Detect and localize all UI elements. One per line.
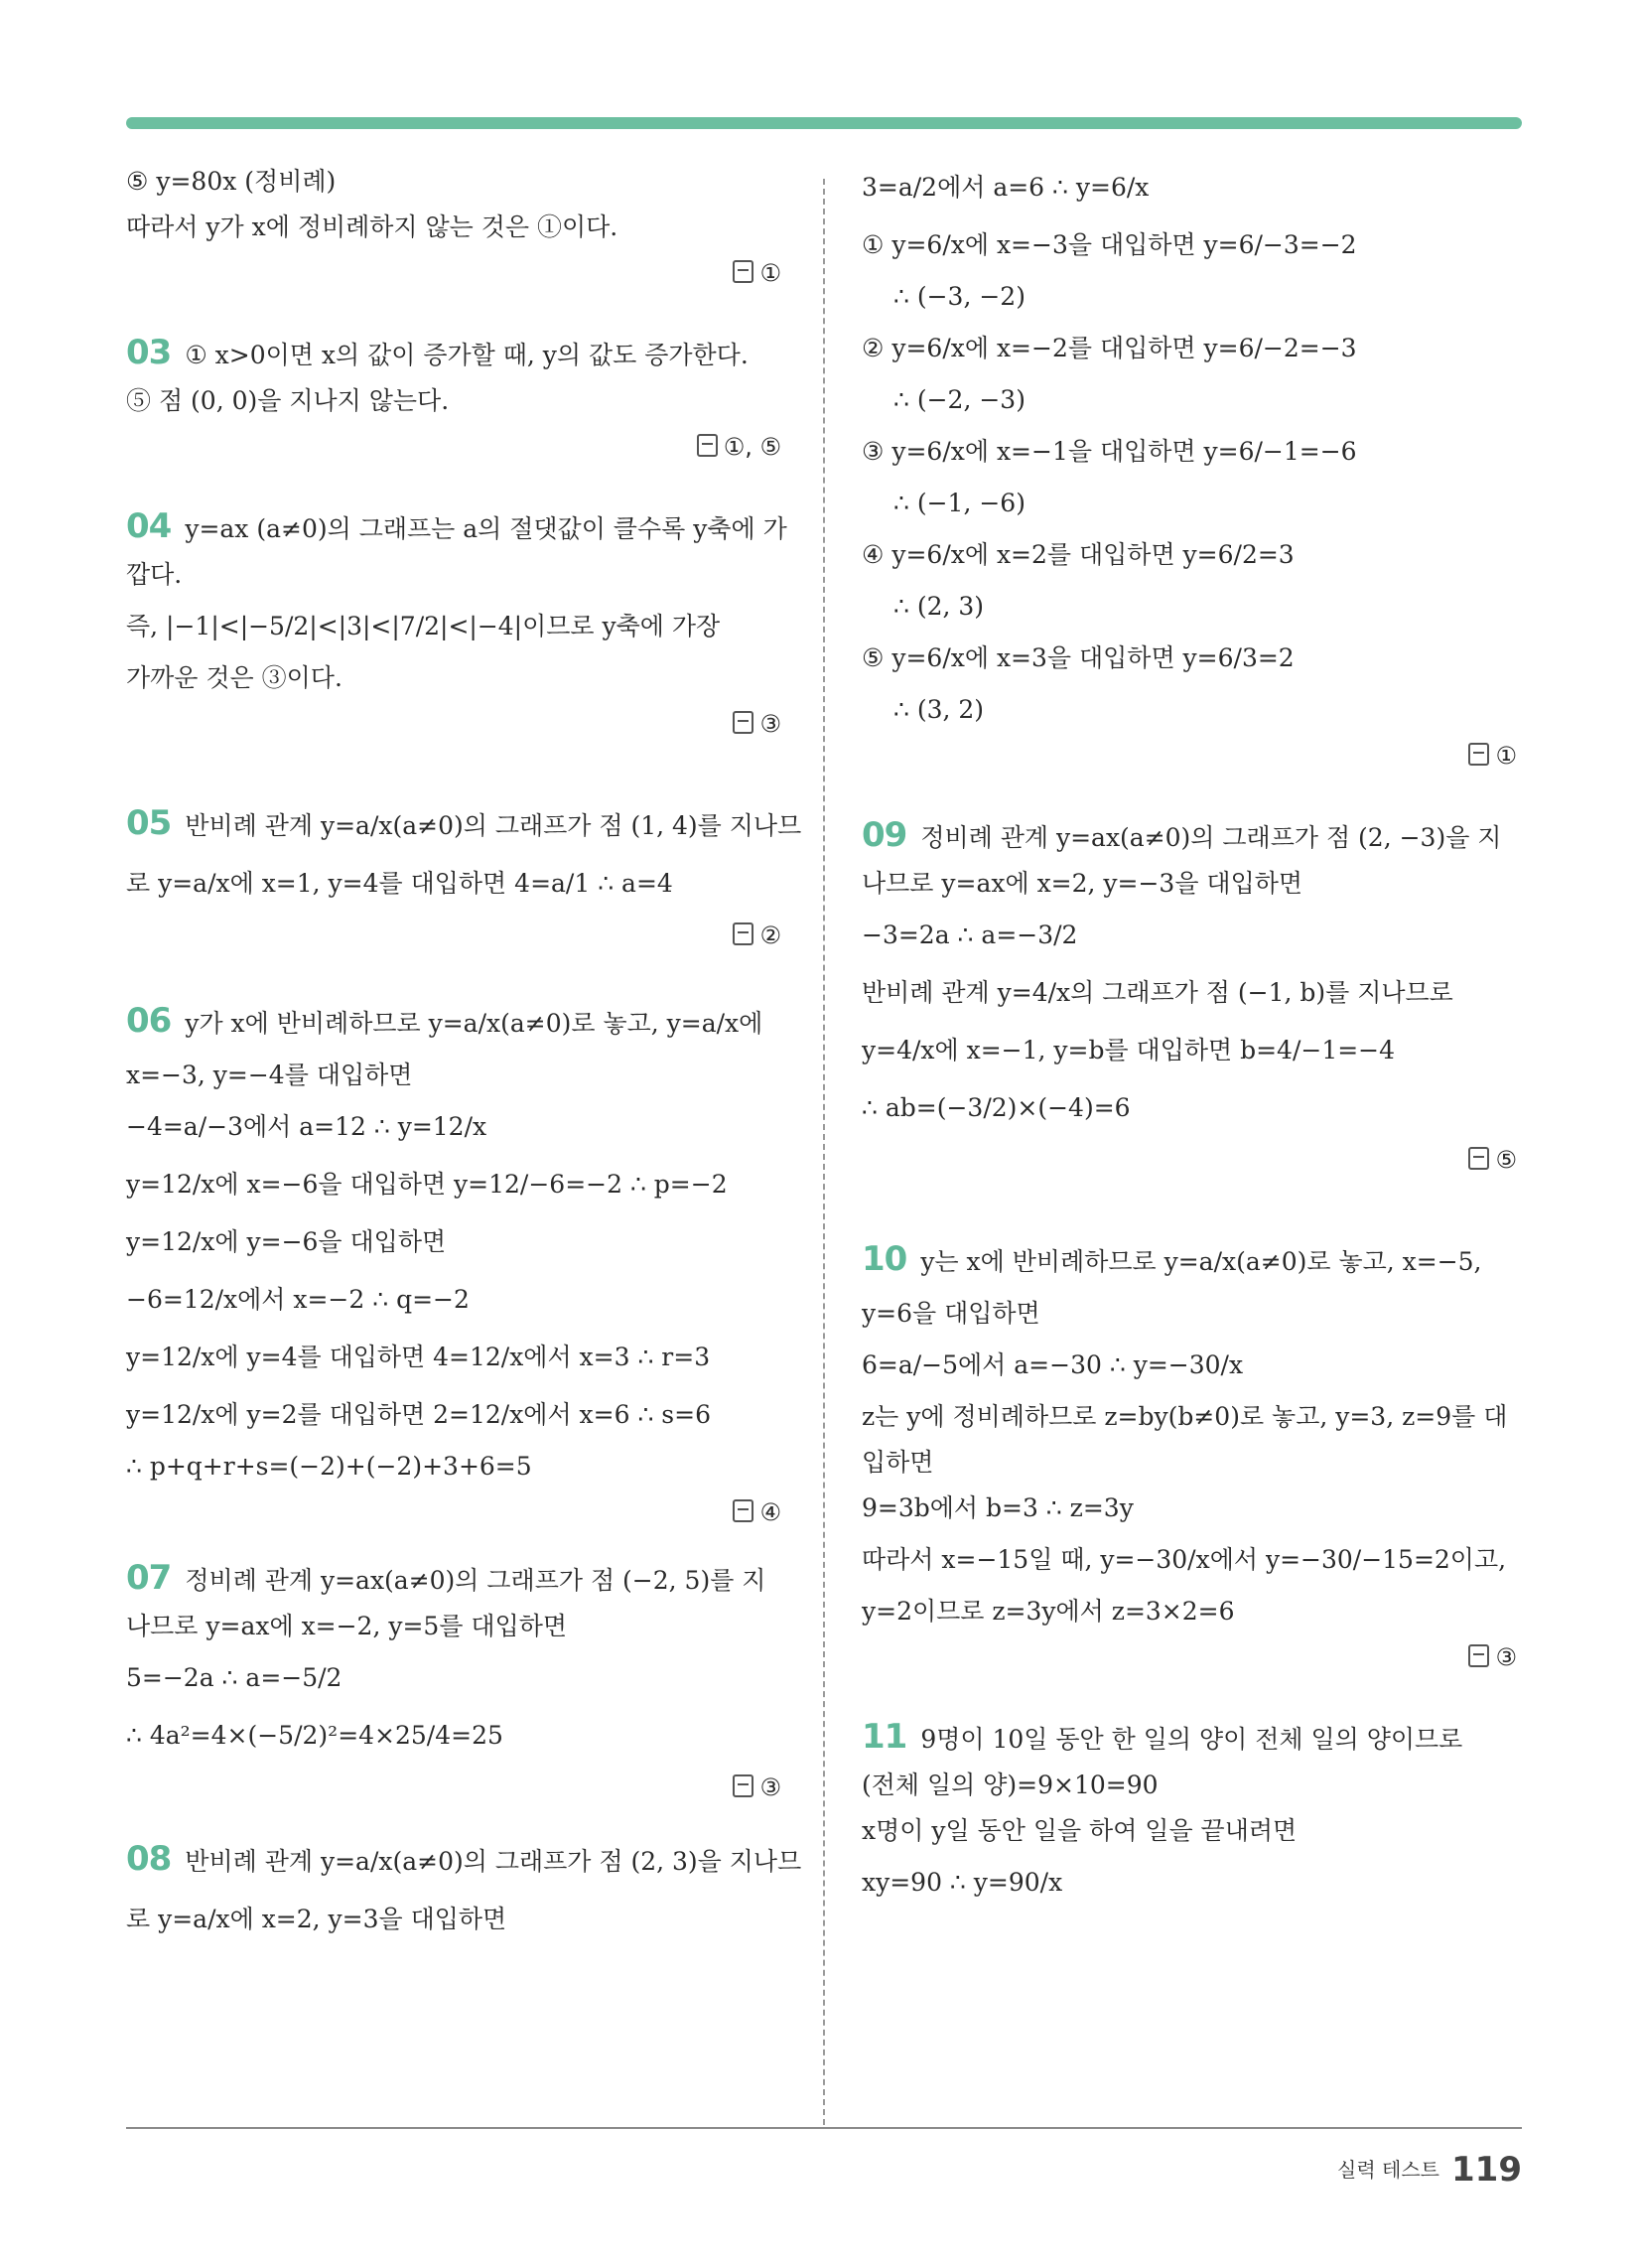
text-line: 반비례 관계 y=a/x(a≠0)의 그래프가 점 (2, 3)을 지나므	[185, 1847, 802, 1876]
text-line: ∴ 4a²=4×(−5/2)²=4×25/4=25	[126, 1721, 503, 1750]
text-line: ① x>0이면 x의 값이 증가할 때, y의 값도 증가한다.	[185, 341, 749, 369]
solution-06	[126, 997, 781, 1530]
answer-05	[126, 918, 781, 953]
answer-09	[862, 1142, 1517, 1178]
text-line: xy=90 ∴ y=90/x	[862, 1868, 1063, 1897]
text-line: 나므로 y=ax에 x=2, y=−3을 대입하면	[862, 869, 1303, 898]
solution-08	[126, 1835, 802, 1943]
answer-icon	[1468, 1147, 1489, 1170]
solution-03	[126, 335, 781, 465]
solution-10	[862, 1235, 1517, 1675]
text-line: ∴ (−3, −2)	[893, 282, 1026, 311]
left-column	[126, 164, 802, 1953]
right-column	[862, 164, 1517, 1916]
text-line: ③ y=6/x에 x=−1을 대입하면 y=6/−1=−6	[862, 437, 1357, 466]
text-line: y=12/x에 y=−6을 대입하면	[126, 1227, 447, 1256]
text-line: ⑤ y=6/x에 x=3을 대입하면 y=6/3=2	[862, 643, 1295, 672]
text-line: 가까운 것은 ③이다.	[126, 663, 342, 692]
text-line: 9=3b에서 b=3 ∴ z=3y	[862, 1493, 1134, 1522]
text-line: ⑤ y=80x (정비례)	[126, 167, 337, 196]
text-line: 6=a/−5에서 a=−30 ∴ y=−30/x	[862, 1350, 1244, 1379]
text-line: 5=−2a ∴ a=−5/2	[126, 1663, 342, 1692]
text-line: y=12/x에 y=4를 대입하면 4=12/x에서 x=3 ∴ r=3	[126, 1343, 711, 1371]
text-line: y=ax (a≠0)의 그래프는 a의 절댓값이 클수록 y축에 가	[185, 514, 787, 543]
answer-value: ⑤	[1495, 1146, 1517, 1174]
answer-value: ④	[759, 1498, 781, 1526]
problem-number: 09	[862, 815, 907, 855]
text-line: z는 y에 정비례하므로 z=by(b≠0)로 놓고, y=3, z=9를 대	[862, 1402, 1508, 1431]
footer-rule	[126, 2127, 1522, 2129]
text-line: 반비례 관계 y=a/x(a≠0)의 그래프가 점 (1, 4)를 지나므	[185, 811, 802, 840]
answer-icon	[697, 434, 718, 457]
answer-value: ③	[759, 1773, 781, 1801]
text-line: y=2이므로 z=3y에서 z=3×2=6	[862, 1597, 1235, 1626]
answer-08	[862, 738, 1517, 774]
text-line: ④ y=6/x에 x=2를 대입하면 y=6/2=3	[862, 540, 1295, 569]
answer-icon	[733, 260, 753, 283]
text-line: 로 y=a/x에 x=1, y=4를 대입하면 4=a/1 ∴ a=4	[126, 869, 673, 898]
text-line: y가 x에 반비례하므로 y=a/x(a≠0)로 놓고, y=a/x에	[185, 1009, 763, 1038]
text-line: 9명이 10일 동안 한 일의 양이 전체 일의 양이므로	[920, 1725, 1463, 1754]
text-line: ∴ p+q+r+s=(−2)+(−2)+3+6=5	[126, 1452, 532, 1481]
problem-number: 08	[126, 1839, 172, 1879]
problem-number: 03	[126, 333, 172, 372]
solution-11	[862, 1719, 1517, 1907]
text-line: ∴ ab=(−3/2)×(−4)=6	[862, 1093, 1131, 1122]
text-line: ∴ (−1, −6)	[893, 489, 1026, 517]
page-number: 119	[1451, 2150, 1522, 2190]
solution-09	[862, 817, 1517, 1178]
text-line: ∴ (3, 2)	[893, 695, 985, 724]
text-line: y=12/x에 x=−6을 대입하면 y=12/−6=−2 ∴ p=−2	[126, 1170, 728, 1199]
text-line: 따라서 x=−15일 때, y=−30/x에서 y=−30/−15=2이고,	[862, 1545, 1507, 1574]
answer-02	[126, 255, 781, 291]
answer-07	[126, 1770, 781, 1805]
text-line: ⑤ 점 (0, 0)을 지나지 않는다.	[126, 386, 450, 415]
answer-icon	[1468, 1644, 1489, 1667]
text-line: 정비례 관계 y=ax(a≠0)의 그래프가 점 (−2, 5)를 지	[185, 1566, 766, 1595]
text-line: y=12/x에 y=2를 대입하면 2=12/x에서 x=6 ∴ s=6	[126, 1400, 711, 1429]
problem-number: 06	[126, 1001, 172, 1041]
text-line: 정비례 관계 y=ax(a≠0)의 그래프가 점 (2, −3)을 지	[920, 823, 1502, 852]
answer-03	[126, 429, 781, 465]
page-footer	[1337, 2150, 1522, 2190]
answer-icon	[1468, 743, 1489, 766]
section-label: 실력 테스트	[1337, 2158, 1440, 2182]
problem-number: 05	[126, 803, 172, 843]
top-accent-bar	[126, 117, 1522, 129]
answer-value: ①	[1495, 742, 1517, 770]
text-line: 나므로 y=ax에 x=−2, y=5를 대입하면	[126, 1612, 568, 1640]
answer-icon	[733, 1499, 753, 1522]
text-line: ① y=6/x에 x=−3을 대입하면 y=6/−3=−2	[862, 230, 1357, 259]
answer-icon	[733, 1774, 753, 1797]
answer-value: ③	[759, 710, 781, 738]
text-line: y=6을 대입하면	[862, 1299, 1040, 1328]
column-divider	[823, 179, 825, 2125]
text-line: ∴ (−2, −3)	[893, 385, 1026, 414]
text-line: x명이 y일 동안 일을 하여 일을 끝내려면	[862, 1816, 1298, 1845]
text-line: ② y=6/x에 x=−2를 대입하면 y=6/−2=−3	[862, 334, 1357, 362]
solution-08-tail	[862, 164, 1517, 774]
text-line: 반비례 관계 y=4/x의 그래프가 점 (−1, b)를 지나므로	[862, 978, 1453, 1007]
solution-05	[126, 799, 802, 953]
answer-10	[862, 1639, 1517, 1675]
solution-07	[126, 1560, 781, 1805]
problem-number: 10	[862, 1239, 907, 1279]
text-line: 입하면	[862, 1448, 934, 1477]
solution-02-tail	[126, 164, 781, 291]
answer-icon	[733, 922, 753, 945]
text-line: −3=2a ∴ a=−3/2	[862, 921, 1078, 949]
problem-number: 04	[126, 506, 172, 546]
answer-value: ②	[759, 921, 781, 949]
text-line: 로 y=a/x에 x=2, y=3을 대입하면	[126, 1905, 507, 1933]
text-line: y=4/x에 x=−1, y=b를 대입하면 b=4/−1=−4	[862, 1036, 1396, 1064]
answer-value: ①, ⑤	[723, 433, 781, 461]
answer-icon	[733, 711, 753, 734]
text-line: 즉, |−1|<|−5/2|<|3|<|7/2|<|−4|이므로 y축에 가장	[126, 612, 721, 640]
answer-value: ③	[1495, 1643, 1517, 1671]
text-line: 3=a/2에서 a=6 ∴ y=6/x	[862, 173, 1150, 202]
solution-04	[126, 506, 787, 742]
text-line: y는 x에 반비례하므로 y=a/x(a≠0)로 놓고, x=−5,	[920, 1247, 1482, 1276]
text-line: −6=12/x에서 x=−2 ∴ q=−2	[126, 1285, 470, 1314]
text-line: 깝다.	[126, 560, 183, 589]
answer-06	[126, 1494, 781, 1530]
answer-value: ①	[759, 259, 781, 287]
text-line: x=−3, y=−4를 대입하면	[126, 1061, 413, 1089]
answer-04	[126, 706, 781, 742]
text-line: ∴ (2, 3)	[893, 592, 985, 621]
problem-number: 07	[126, 1558, 172, 1598]
text-line: 따라서 y가 x에 정비례하지 않는 것은 ①이다.	[126, 213, 618, 241]
problem-number: 11	[862, 1717, 907, 1757]
text-line: (전체 일의 양)=9×10=90	[862, 1771, 1159, 1799]
text-line: −4=a/−3에서 a=12 ∴ y=12/x	[126, 1112, 487, 1141]
